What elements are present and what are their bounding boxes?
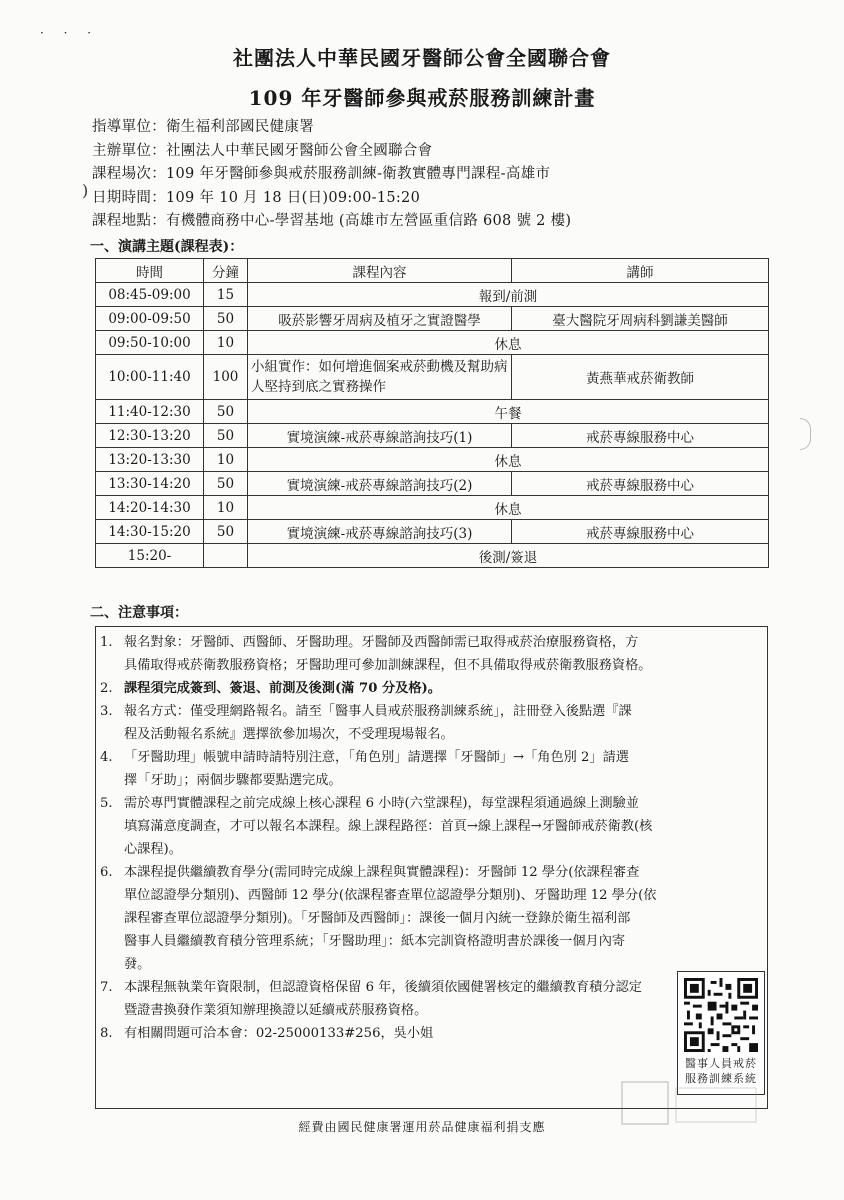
content-cell: 報到/前測 <box>248 283 769 307</box>
speaker-cell: 戒菸專線服務中心 <box>512 472 769 496</box>
minutes-cell: 10 <box>204 331 248 355</box>
table-row <box>96 307 769 331</box>
note-line: 本課程提供繼續教育學分(需同時完成線上課程與實體課程)：牙醫師 12 學分(依課程審查 <box>124 865 640 880</box>
note-line: 程及活動報名系統』選擇欲參加場次，不受理現場報名。 <box>124 727 454 742</box>
meta-row <box>92 116 571 140</box>
table-row <box>96 355 769 400</box>
content-cell: 午餐 <box>248 400 769 424</box>
handwritten-mark: ) <box>82 181 89 200</box>
note-line: 報名對象：牙醫師、西醫師、牙醫助理。牙醫師及西醫師需已取得戒菸治療服務資格，方 <box>124 635 639 650</box>
content-cell: 休息 <box>248 331 769 355</box>
meta-value: 109 年 10 月 18 日(日)09:00-15:20 <box>166 189 421 206</box>
plan-title: 109 年牙醫師參與戒菸服務訓練計畫 <box>248 86 596 110</box>
table-row <box>96 283 769 307</box>
meta-info <box>92 116 571 234</box>
note-line: 暨證書換發作業須知辦理換證以延續戒菸服務資格。 <box>124 1003 428 1018</box>
speaker-cell: 臺大醫院牙周病科劉謙美醫師 <box>512 307 769 331</box>
note-line: 心課程)。 <box>124 842 182 857</box>
meta-label: 日期時間： <box>92 189 166 206</box>
time-cell: 14:20-14:30 <box>96 496 204 520</box>
note-number: 1. <box>100 635 113 650</box>
content-cell: 吸菸影響牙周病及植牙之實證醫學 <box>248 307 512 331</box>
note-line: 本課程無執業年資限制，但認證資格保留 6 年，後續須依國健署核定的繼續教育積分認定 <box>124 980 642 995</box>
qr-code-image <box>684 978 758 1052</box>
content-cell: 後測/簽退 <box>248 544 769 568</box>
note-number: 6. <box>100 865 113 880</box>
content-cell: 實境演練-戒菸專線諮詢技巧(2) <box>248 472 512 496</box>
meta-value: 有機體商務中心-學習基地 (高雄市左營區重信路 608 號 2 樓) <box>166 213 572 229</box>
meta-row <box>92 140 571 164</box>
note-line: 填寫滿意度調查，才可以報名本課程。線上課程路徑：首頁→線上課程→牙醫師戒菸衛教(核 <box>124 819 653 834</box>
table-row <box>96 496 769 520</box>
minutes-cell: 10 <box>204 496 248 520</box>
note-number: 2. <box>100 681 113 696</box>
footer-funding-note: 經費由國民健康署運用菸品健康福利捐支應 <box>298 1120 546 1134</box>
time-cell: 09:00-09:50 <box>96 307 204 331</box>
note-item <box>100 861 764 976</box>
time-cell: 11:40-12:30 <box>96 400 204 424</box>
note-line: 單位認證學分類別)、西醫師 12 學分(依課程審查單位認證學分類別)、牙醫助理 12 學分(依 <box>124 888 657 903</box>
column-header: 分鐘 <box>204 259 248 283</box>
meta-value: 社團法人中華民國牙醫師公會全國聯合會 <box>166 142 433 159</box>
time-cell: 14:30-15:20 <box>96 520 204 544</box>
note-line: 報名方式：僅受理網路報名。請至「醫事人員戒菸服務訓練系統」，註冊登入後點選『課 <box>124 704 632 719</box>
minutes-cell: 50 <box>204 472 248 496</box>
note-item <box>100 746 764 792</box>
column-header: 課程內容 <box>248 259 512 283</box>
table-row <box>96 448 769 472</box>
schedule-table <box>95 258 769 568</box>
minutes-cell: 50 <box>204 307 248 331</box>
time-cell: 15:20- <box>96 544 204 568</box>
note-line: 醫事人員繼續教育積分管理系統；「牙醫助理」：紙本完訓資格證明書於課後一個月內寄 <box>124 934 626 949</box>
note-item <box>100 677 764 700</box>
note-line: 需於專門實體課程之前完成線上核心課程 6 小時(六堂課程)，每堂課程須通過線上測驗並 <box>124 796 639 811</box>
note-number: 3. <box>100 704 113 719</box>
minutes-cell: 50 <box>204 520 248 544</box>
minutes-cell: 15 <box>204 283 248 307</box>
meta-row <box>92 163 571 187</box>
section-heading-schedule: 一、演講主題(課程表)： <box>90 239 244 255</box>
note-line: 具備取得戒菸衛教服務資格；牙醫助理可參加訓練課程，但不具備取得戒菸衛教服務資格。 <box>124 658 652 673</box>
note-item <box>100 631 764 677</box>
content-cell: 小組實作：如何增進個案戒菸動機及幫助病人堅持到底之實務操作 <box>248 355 512 400</box>
table-row <box>96 520 769 544</box>
notes-box <box>95 626 768 1109</box>
speaker-cell: 戒菸專線服務中心 <box>512 520 769 544</box>
speaker-cell: 黃燕華戒菸衛教師 <box>512 355 769 400</box>
speaker-cell: 戒菸專線服務中心 <box>512 424 769 448</box>
note-line: 課程須完成簽到、簽退、前測及後測(滿 70 分及格)。 <box>124 681 441 696</box>
column-header: 講師 <box>512 259 769 283</box>
minutes-cell <box>204 544 248 568</box>
note-number: 8. <box>100 1026 113 1041</box>
time-cell: 10:00-11:40 <box>96 355 204 400</box>
content-cell: 實境演練-戒菸專線諮詢技巧(3) <box>248 520 512 544</box>
meta-value: 109 年牙醫師參與戒菸服務訓練-衛教實體專門課程-高雄市 <box>166 166 551 182</box>
minutes-cell: 100 <box>204 355 248 400</box>
note-number: 7. <box>100 980 113 995</box>
table-row <box>96 424 769 448</box>
meta-label: 課程場次： <box>92 166 166 182</box>
note-item <box>100 700 764 746</box>
note-number: 4. <box>100 750 113 765</box>
meta-row <box>92 187 571 211</box>
meta-label: 指導單位： <box>92 119 166 135</box>
punch-hole-mark <box>800 418 811 450</box>
org-title: 社團法人中華民國牙醫師公會全國聯合會 <box>233 46 611 70</box>
table-row <box>96 331 769 355</box>
note-item <box>100 976 764 1022</box>
note-line: 有相關問題可洽本會：02-25000133#256，吳小姐 <box>124 1026 434 1041</box>
section-heading-notes: 二、注意事項： <box>90 605 188 621</box>
time-cell: 13:20-13:30 <box>96 448 204 472</box>
scan-marks: · · · <box>40 26 100 40</box>
table-row <box>96 544 769 568</box>
content-cell: 休息 <box>248 496 769 520</box>
table-header-row <box>96 259 769 283</box>
note-line: 擇「牙助」；兩個步驟都要點選完成。 <box>124 773 342 788</box>
note-line: 「牙醫助理」帳號申請時請特別注意，「角色別」請選擇「牙醫師」→「角色別 2」請選 <box>124 750 629 765</box>
note-item <box>100 1022 764 1045</box>
minutes-cell: 10 <box>204 448 248 472</box>
meta-label: 主辦單位： <box>92 142 166 159</box>
time-cell: 08:45-09:00 <box>96 283 204 307</box>
qr-code-label: 醫事人員戒菸服務訓練系統 <box>685 1057 757 1085</box>
content-cell: 休息 <box>248 448 769 472</box>
time-cell: 12:30-13:20 <box>96 424 204 448</box>
note-number: 5. <box>100 796 113 811</box>
qr-code-box <box>677 971 765 1095</box>
time-cell: 09:50-10:00 <box>96 331 204 355</box>
note-line: 課程審查單位認證學分類別)。「牙醫師及西醫師」：課後一個月內統一登錄於衛生福利部 <box>124 911 631 926</box>
time-cell: 13:30-14:20 <box>96 472 204 496</box>
table-row <box>96 400 769 424</box>
column-header: 時間 <box>96 259 204 283</box>
meta-row <box>92 210 571 234</box>
meta-label: 課程地點： <box>92 213 166 229</box>
meta-value: 衛生福利部國民健康署 <box>166 119 314 135</box>
note-line: 發。 <box>124 957 151 972</box>
note-item <box>100 792 764 861</box>
minutes-cell: 50 <box>204 400 248 424</box>
table-row <box>96 472 769 496</box>
content-cell: 實境演練-戒菸專線諮詢技巧(1) <box>248 424 512 448</box>
minutes-cell: 50 <box>204 424 248 448</box>
